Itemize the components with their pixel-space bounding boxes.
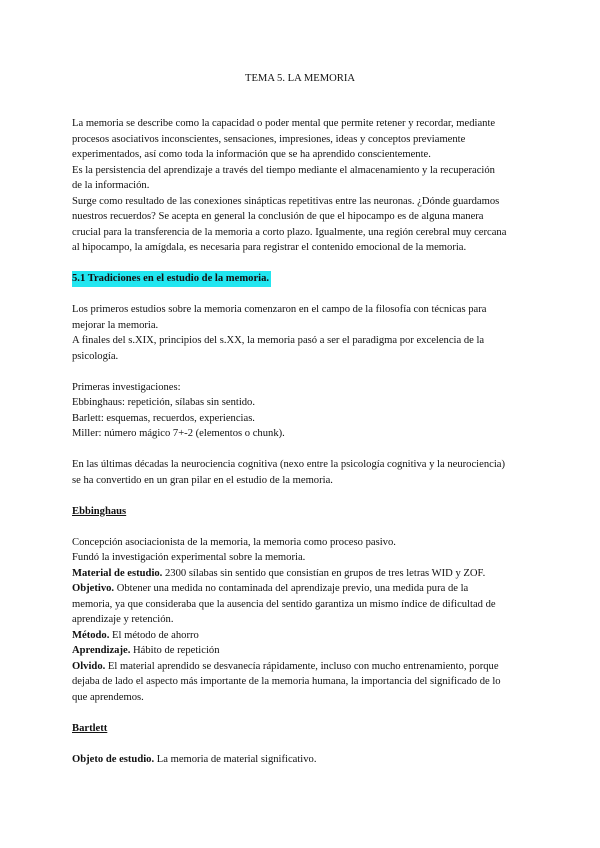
text-line: que aprendemos.: [72, 691, 144, 703]
text-line: Fundó la investigación experimental sobre la memoria.: [72, 552, 306, 563]
text-line: Los primeros estudios sobre la memoria comenzaron en el campo de la filosofía con técnicas para: [72, 304, 487, 315]
text-line: En las últimas décadas la neurociencia cognitiva (nexo entre la psicología cognitiva y la neurociencia): [72, 459, 505, 470]
text-line: Barlett: esquemas, recuerdos, experiencias.: [72, 412, 255, 424]
metodo-label: Método.: [72, 629, 110, 641]
text-line: La memoria se describe como la capacidad o poder mental que permite retener y recordar, mediante: [72, 118, 496, 129]
objetivo-label: Objetivo.: [72, 583, 115, 594]
text-line: al hipocampo, la amígdala, es necesaria para registrar el contenido emocional de la memoria.: [72, 242, 467, 253]
olvido-text: El material aprendido se desvanecía rápidamente, incluso con mucho entrenamiento, porque: [105, 660, 499, 672]
aprendizaje-line: [72, 643, 532, 659]
text-line: se ha convertido en un gran pilar en el estudio de la memoria.: [72, 474, 333, 486]
objeto-label: Objeto de estudio.: [72, 753, 155, 765]
text-line: dejaba de lado el aspecto más importante de la memoria humana, la importancia del significado de lo: [72, 676, 501, 687]
text-line: Miller: número mágico 7+-2 (elementos o chunk).: [72, 428, 285, 439]
text-line: Surge como resultado de las conexiones sinápticas repetitivas entre las neuronas. ¿Dónde guardamos: [72, 195, 500, 207]
text-line: procesos asociativos inconscientes, sensaciones, impresiones, ideas y conceptos previamente: [72, 133, 466, 145]
text-line: mejorar la memoria.: [72, 319, 159, 331]
text-line: A finales del s.XIX, principios del s.XX, la memoria pasó a ser el paradigma por excelencia de la: [72, 335, 485, 346]
section-heading-bartlett: Bartlett: [72, 722, 108, 734]
text-line: Ebbinghaus: repetición, sílabas sin sentido.: [72, 397, 256, 408]
objetivo-text: Obtener una medida no contaminada del aprendizaje previo, una medida pura de la: [114, 583, 469, 594]
section-heading-tradiciones: 5.1 Tradiciones en el estudio de la memoria.: [72, 271, 271, 287]
ebbinghaus-content: [72, 535, 532, 706]
text-line: nuestros recuerdos? Se acepta en general la conclusión de que el hipocampo es de alguna manera: [72, 211, 484, 222]
metodo-text: El método de ahorro: [109, 629, 199, 641]
objeto-text: La memoria de material significativo.: [154, 753, 317, 765]
aprendizaje-label: Aprendizaje.: [72, 645, 131, 656]
objetivo-line: [72, 581, 532, 597]
section-heading-ebbinghaus: Ebbinghaus: [72, 505, 127, 517]
text-line: de la información.: [72, 180, 150, 191]
text-line: aprendizaje y retención.: [72, 614, 174, 625]
document-body: [72, 116, 532, 767]
material-label: Material de estudio.: [72, 567, 163, 579]
objeto-line: [72, 752, 532, 768]
material-text: 2300 sílabas sin sentido que consistían en grupos de tres letras WID y ZOF.: [162, 567, 486, 579]
intro-paragraph: [72, 116, 532, 256]
olvido-line: [72, 659, 532, 675]
text-line: Primeras investigaciones:: [72, 381, 181, 393]
olvido-label: Olvido.: [72, 660, 106, 672]
text-line: memoria, ya que consideraba que la ausencia del sentido garantiza un mismo índice de dificultad de: [72, 598, 496, 610]
text-line: Es la persistencia del aprendizaje a través del tiempo mediante el almacenamiento y la recuperación: [72, 164, 495, 176]
section1-paragraph-2: [72, 380, 532, 442]
aprendizaje-text: Hábito de repetición: [130, 645, 220, 656]
section1-paragraph-1: [72, 302, 532, 364]
metodo-line: [72, 628, 532, 644]
text-line: Concepción asociacionista de la memoria, la memoria como proceso pasivo.: [72, 536, 396, 548]
material-line: [72, 566, 532, 582]
page-title: TEMA 5. LA MEMORIA: [244, 73, 356, 84]
text-line: experimentados, así como toda la información que se ha aprendido conscientemente.: [72, 149, 431, 160]
text-line: psicología.: [72, 350, 119, 362]
section1-paragraph-3: [72, 457, 532, 488]
text-line: crucial para la transferencia de la memoria a corto plazo. Igualmente, una región cerebral muy cercana: [72, 226, 507, 238]
